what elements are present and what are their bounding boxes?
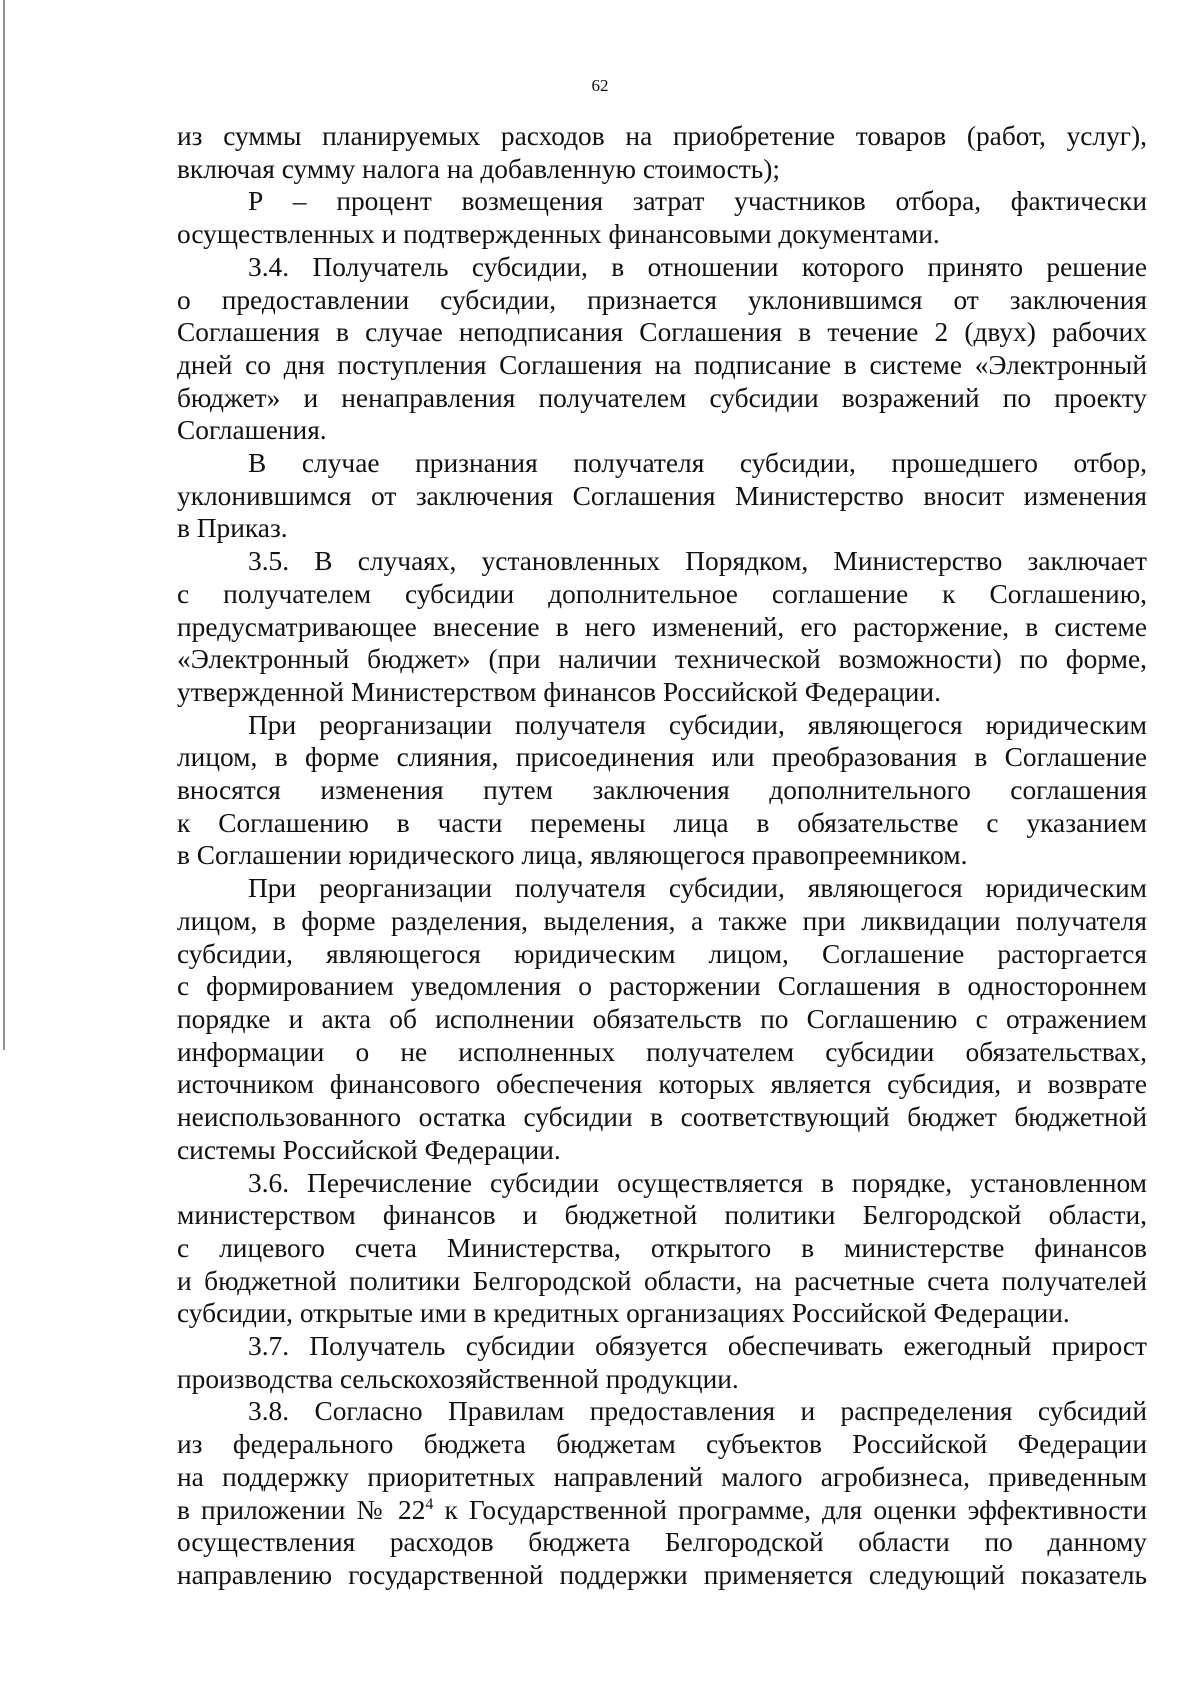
paragraph-line: на поддержку приоритетных направлений малого агробизнеса, приведенным (177, 1461, 1147, 1492)
paragraph-line: включая сумму налога на добавленную стоимость); (177, 153, 780, 184)
paragraph-line: в Соглашении юридического лица, являющегося правопреемником. (177, 840, 968, 871)
page-number: 62 (591, 76, 609, 95)
paragraph-line: и бюджетной политики Белгородской области, на расчетные счета получателей (177, 1265, 1147, 1296)
paragraph-line: производства сельскохозяйственной продукции. (177, 1363, 739, 1394)
paragraph-line: порядке и акта об исполнении обязательств по Соглашению с отражением (177, 1003, 1147, 1034)
paragraph-line: в Приказ. (177, 513, 288, 544)
paragraph-line: из федерального бюджета бюджетам субъектов Российской Федерации (177, 1429, 1147, 1460)
paragraph-line-with-footnote (177, 1494, 1147, 1527)
paragraph-line: 3.6. Перечисление субсидии осуществляется в порядке, установленном (248, 1167, 1147, 1198)
scan-edge-line (3, 0, 5, 1050)
paragraph-line: неиспользованного остатка субсидии в соответствующий бюджет бюджетной (177, 1102, 1147, 1133)
paragraph-line: из суммы планируемых расходов на приобретение товаров (работ, услуг), (177, 121, 1147, 151)
paragraph-line: лицом, в форме слияния, присоединения или преобразования в Соглашение (177, 742, 1147, 773)
paragraph-line: субсидии, являющегося юридическим лицом, Соглашение расторгается (177, 938, 1147, 969)
paragraph-line: 3.5. В случаях, установленных Порядком, Министерство заключает (248, 546, 1147, 577)
paragraph-line: министерством финансов и бюджетной политики Белгородской области, (177, 1200, 1147, 1231)
paragraph-line: вносятся изменения путем заключения дополнительного соглашения (177, 775, 1147, 806)
paragraph-line: осуществленных и подтвержденных финансовыми документами. (177, 219, 940, 250)
paragraph-line: информации о не исполненных получателем субсидии обязательствах, (177, 1036, 1147, 1067)
paragraph-line: предусматривающее внесение в него изменений, его расторжение, в системе (177, 611, 1147, 642)
paragraph-line: осуществления расходов бюджета Белгородской области по данному (177, 1527, 1147, 1558)
paragraph-line: 3.4. Получатель субсидии, в отношении которого принято решение (248, 251, 1147, 282)
paragraph-line: В случае признания получателя субсидии, прошедшего отбор, (248, 448, 1147, 479)
paragraph-line: «Электронный бюджет» (при наличии технической возможности) по форме, (177, 644, 1147, 675)
paragraph-line: источником финансового обеспечения которых является субсидия, и возврате (177, 1069, 1147, 1100)
paragraph-line: бюджет» и ненаправления получателем субсидии возражений по проекту (177, 382, 1147, 413)
paragraph-line: дней со дня поступления Соглашения на подписание в системе «Электронный (177, 349, 1147, 380)
paragraph-line: утвержденной Министерством финансов Российской Федерации. (177, 676, 941, 707)
paragraph-line: Соглашения. (177, 415, 327, 446)
paragraph-line: о предоставлении субсидии, признается уклонившимся от заключения (177, 284, 1147, 315)
paragraph-line: При реорганизации получателя субсидии, являющегося юридическим (248, 873, 1147, 904)
document-body (177, 120, 1147, 1592)
paragraph-line: с получателем субсидии дополнительное соглашение к Соглашению, (177, 578, 1147, 609)
paragraph-line: При реорганизации получателя субсидии, являющегося юридическим (248, 709, 1147, 740)
superscript: 4 (425, 1495, 434, 1513)
paragraph-line: лицом, в форме разделения, выделения, а также при ликвидации получателя (177, 905, 1147, 936)
paragraph-line: системы Российской Федерации. (177, 1134, 561, 1165)
paragraph-line: с лицевого счета Министерства, открытого в министерстве финансов (177, 1232, 1147, 1263)
paragraph-line: 3.7. Получатель субсидии обязуется обеспечивать ежегодный прирост (248, 1331, 1147, 1362)
paragraph-line: направлению государственной поддержки применяется следующий показатель (177, 1559, 1147, 1590)
paragraph-line: Соглашения в случае неподписания Соглашения в течение 2 (двух) рабочих (177, 317, 1147, 348)
line-segment: в приложении № 22 (177, 1494, 426, 1525)
paragraph-line: с формированием уведомления о расторжении Соглашения в одностороннем (177, 971, 1147, 1002)
paragraph-line: 3.8. Согласно Правилам предоставления и распределения субсидий (248, 1396, 1147, 1427)
paragraph-line: к Соглашению в части перемены лица в обязательстве с указанием (177, 807, 1147, 838)
line-segment: к Государственной программе, для оценки эффективности (433, 1494, 1148, 1525)
paragraph-line: Р – процент возмещения затрат участников отбора, фактически (248, 186, 1147, 217)
paragraph-line: уклонившимся от заключения Соглашения Министерство вносит изменения (177, 480, 1147, 511)
paragraph-line: субсидии, открытые ими в кредитных организациях Российской Федерации. (177, 1298, 1070, 1329)
